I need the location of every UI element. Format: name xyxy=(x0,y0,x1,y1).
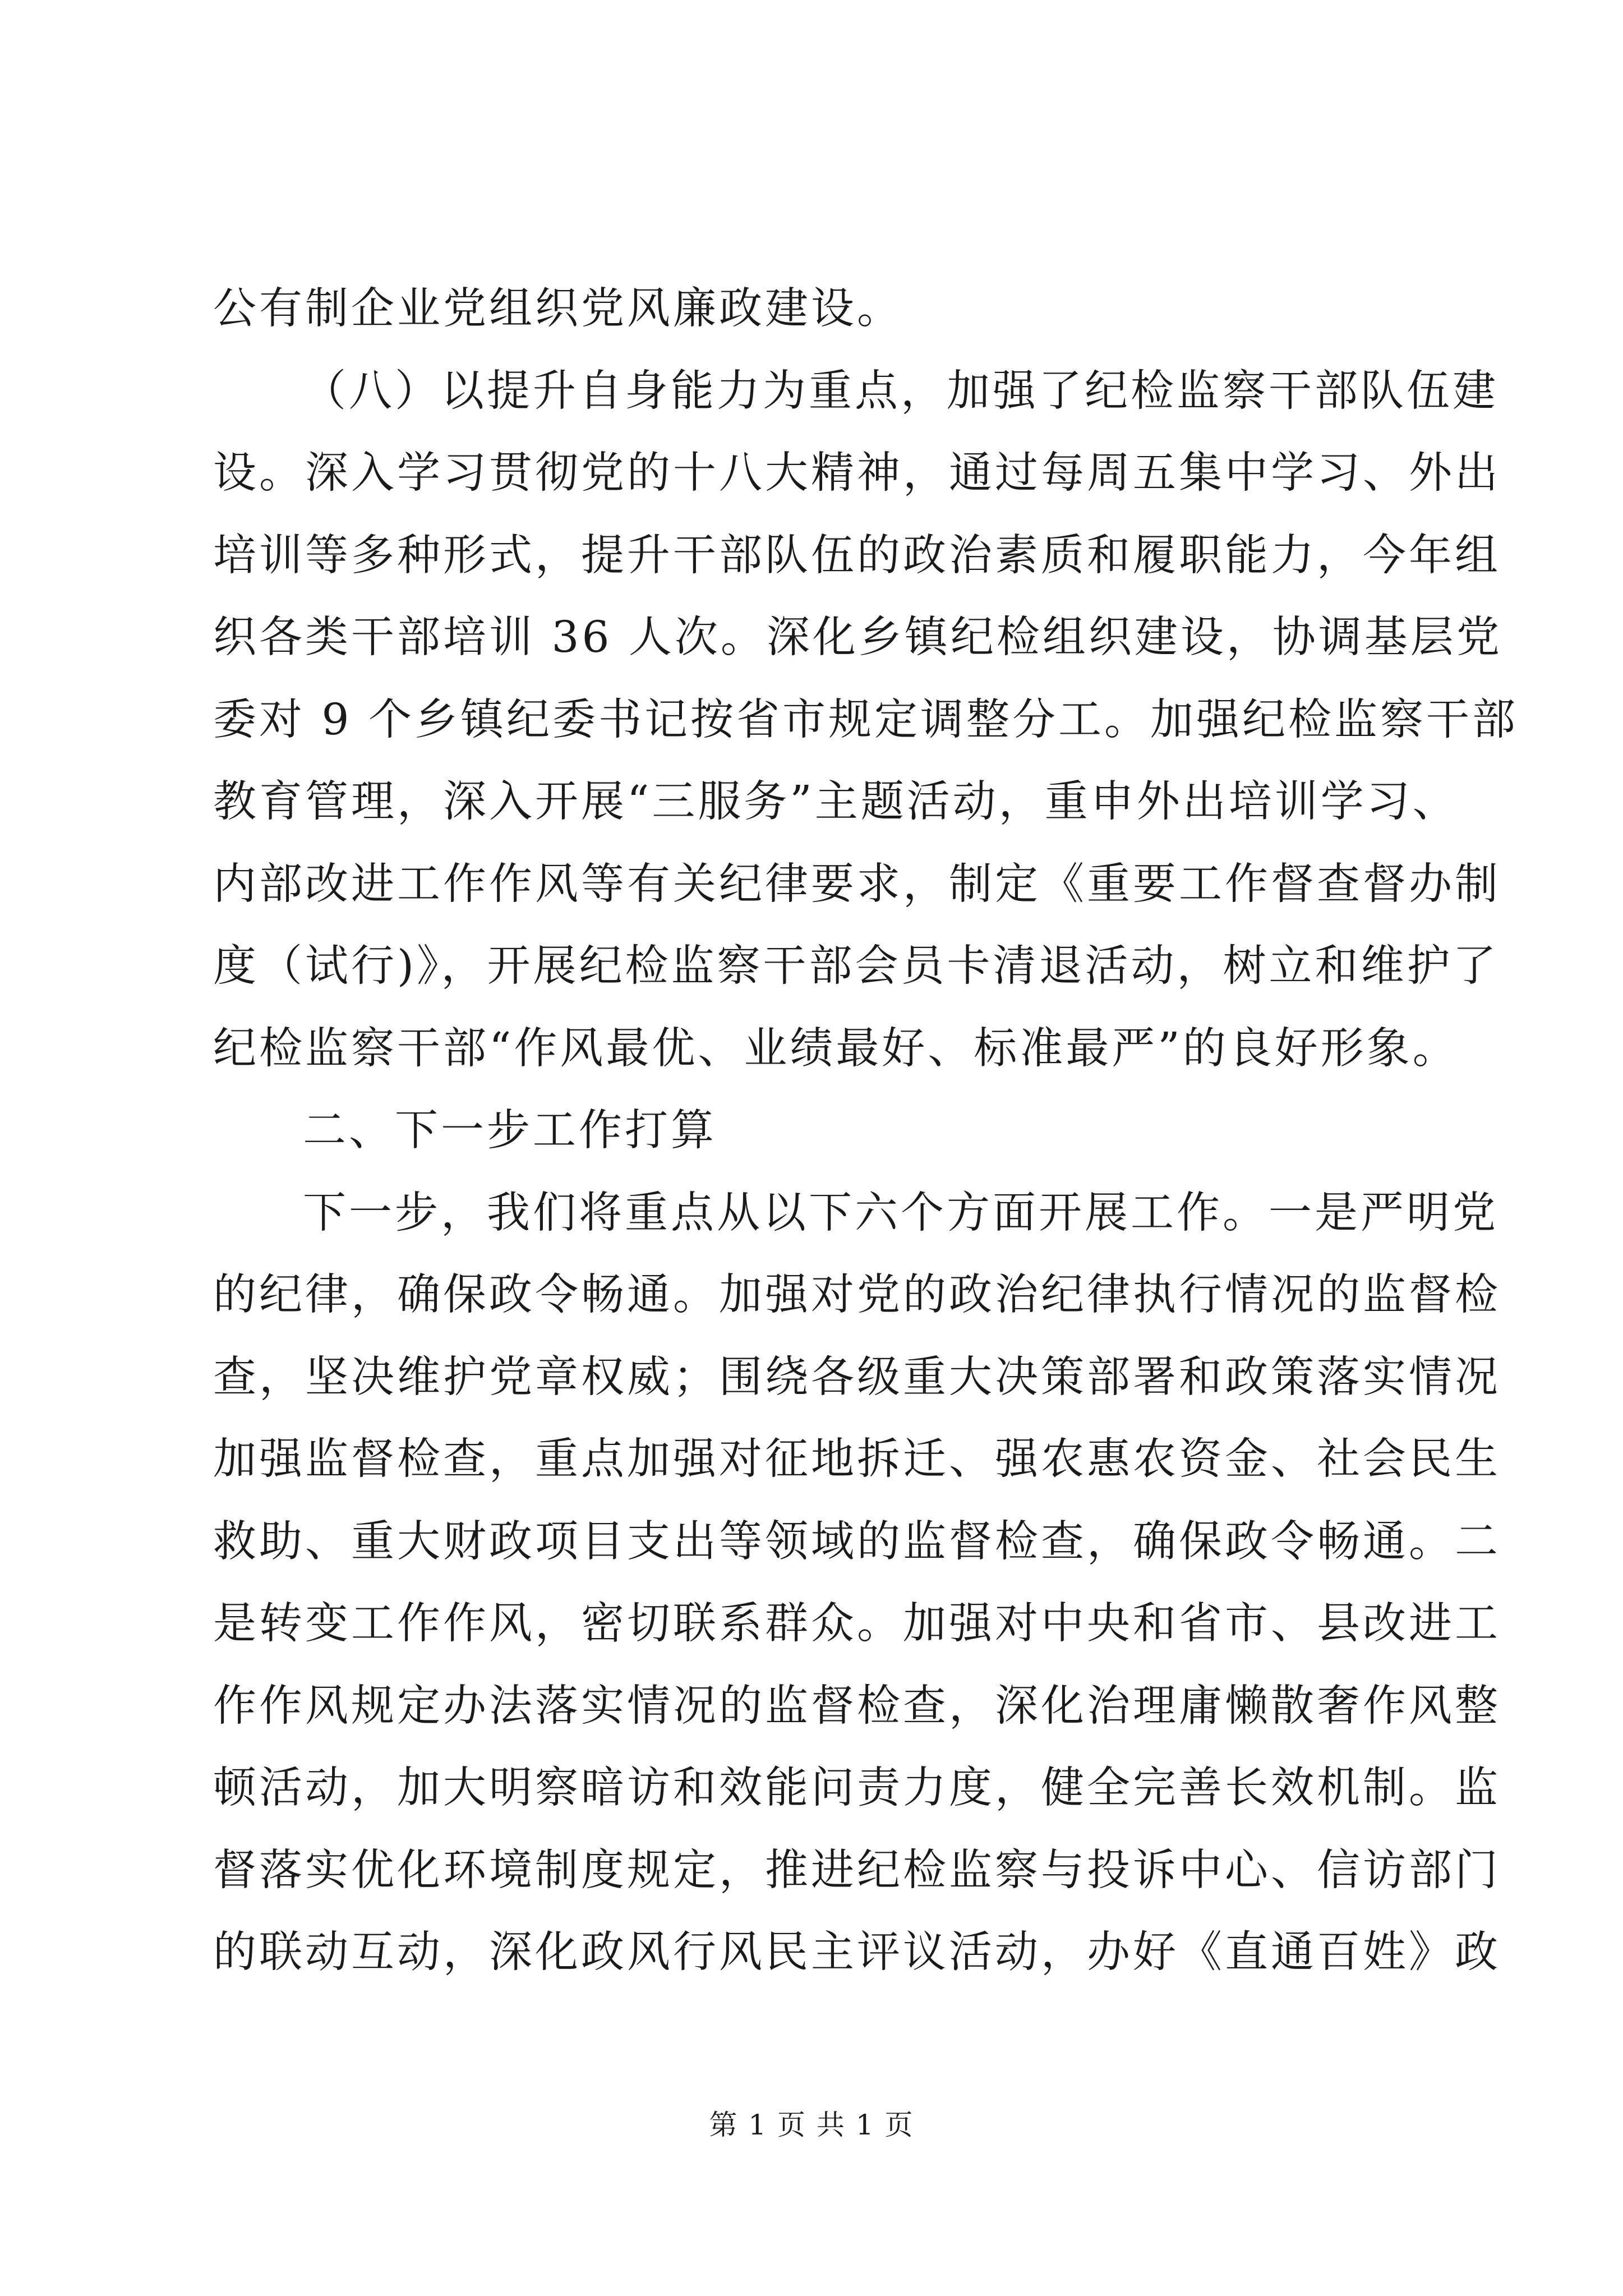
text-line: 作作风规定办法落实情况的监督检查，深化治理庸懒散奢作风整 xyxy=(213,1681,1501,1731)
text-line: 是转变工作作风，密切联系群众。加强对中央和省市、县改进工 xyxy=(213,1599,1501,1649)
text-line: 织各类干部培训 36 人次。深化乡镇纪检组织建设，协调基层党 xyxy=(213,613,1502,662)
text-line: 度（试行)》，开展纪检监察干部会员卡清退活动，树立和维护了 xyxy=(213,941,1499,991)
text-line: 顿活动，加大明察暗访和效能问责力度，健全完善长效机制。监 xyxy=(213,1763,1501,1813)
text-line: 教育管理，深入开展“三服务”主题活动，重申外出培训学习、 xyxy=(213,777,1459,827)
text-line: 查，坚决维护党章权威；围绕各级重大决策部署和政策落实情况 xyxy=(213,1352,1501,1402)
text-line: 内部改进工作作风等有关纪律要求，制定《重要工作督查督办制 xyxy=(213,859,1501,909)
text-line: 的联动互动，深化政风行风民主评议活动，办好《直通百姓》政 xyxy=(213,1927,1501,1977)
text-line: 督落实优化环境制度规定，推进纪检监察与投诉中心、信访部门 xyxy=(213,1845,1501,1895)
text-line: 下一步，我们将重点从以下六个方面开展工作。一是严明党 xyxy=(303,1188,1498,1238)
document-body xyxy=(213,268,1518,1994)
text-line: 纪检监察干部“作风最优、业绩最好、标准最严”的良好形象。 xyxy=(213,1023,1459,1074)
section-heading: 二、下一步工作打算 xyxy=(303,1106,717,1156)
text-line: 的纪律，确保政令畅通。加强对党的政治纪律执行情况的监督检 xyxy=(213,1270,1501,1320)
text-line: 公有制企业党组织党风廉政建设。 xyxy=(213,284,903,334)
text-line: 加强监督检查，重点加强对征地拆迁、强农惠农资金、社会民生 xyxy=(213,1434,1501,1484)
page-footer: 第 1 页 共 1 页 xyxy=(709,2109,914,2141)
text-line: 设。深入学习贯彻党的十八大精神，通过每周五集中学习、外出 xyxy=(213,448,1501,498)
text-line: 救助、重大财政项目支出等领域的监督检查，确保政令畅通。二 xyxy=(213,1516,1501,1567)
text-line: （八）以提升自身能力为重点，加强了纪检监察干部队伍建 xyxy=(303,366,1498,416)
text-line: 培训等多种形式，提升干部队伍的政治素质和履职能力，今年组 xyxy=(213,530,1501,581)
text-line: 委对 9 个乡镇纪委书记按省市规定调整分工。加强纪检监察干部 xyxy=(213,694,1518,745)
